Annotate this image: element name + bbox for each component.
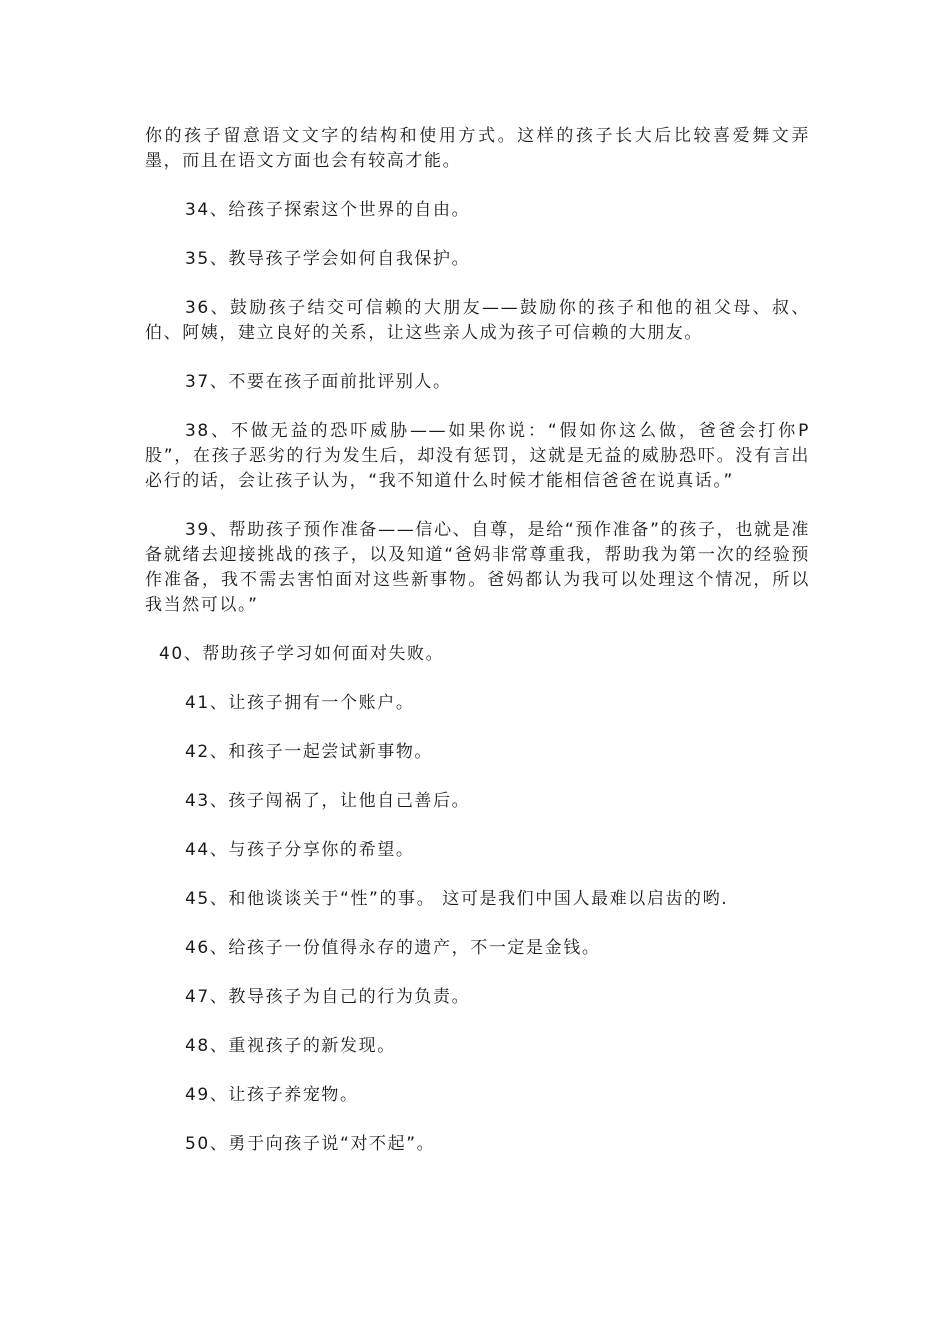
paragraph-item-36: 36、鼓励孩子结交可信赖的大朋友——鼓励你的孩子和他的祖父母、叔、伯、阿姨，建立良好的关系，让这些亲人成为孩子可信赖的大朋友。	[145, 298, 810, 343]
paragraph-item-48: 48、重视孩子的新发现。	[185, 1036, 396, 1056]
paragraph-item-43: 43、孩子闯祸了，让他自己善后。	[185, 791, 471, 811]
paragraph-item-38: 38、不做无益的恐吓威胁——如果你说：“假如你这么做，爸爸会打你P股”，在孩子恶劣的行为发生后，却没有惩罚，这就是无益的威胁恐吓。没有言出必行的话，会让孩子认为，“我不知道什么时候才能相信爸爸在说真话。”	[145, 421, 810, 491]
paragraph-item-40: 40、帮助孩子学习如何面对失败。	[159, 644, 445, 664]
paragraph-item-35: 35、教导孩子学会如何自我保护。	[185, 249, 471, 269]
document-body	[145, 124, 810, 1181]
paragraph-continuation: 你的孩子留意语文文字的结构和使用方式。这样的孩子长大后比较喜爱舞文弄墨，而且在语文方面也会有较高才能。	[145, 126, 810, 171]
paragraph-item-49: 49、让孩子养宠物。	[185, 1085, 359, 1105]
paragraph-item-39: 39、帮助孩子预作准备——信心、自尊，是给“预作准备”的孩子，也就是准备就绪去迎接挑战的孩子，以及知道“爸妈非常尊重我，帮助我为第一次的经验预作准备，我不需去害怕面对这些新事物。爸妈都认为我可以处理这个情况，所以我当然可以。”	[145, 520, 810, 615]
paragraph-item-50: 50、勇于向孩子说“对不起”。	[185, 1134, 436, 1154]
paragraph-item-47: 47、教导孩子为自己的行为负责。	[185, 987, 471, 1007]
paragraph-item-45: 45、和他谈谈关于“性”的事。 这可是我们中国人最难以启齿的哟.	[185, 889, 729, 909]
paragraph-item-37: 37、不要在孩子面前批评别人。	[185, 372, 452, 392]
paragraph-item-44: 44、与孩子分享你的希望。	[185, 840, 415, 860]
paragraph-item-42: 42、和孩子一起尝试新事物。	[185, 742, 434, 762]
paragraph-item-46: 46、给孩子一份值得永存的遗产，不一定是金钱。	[185, 938, 601, 958]
paragraph-item-41: 41、让孩子拥有一个账户。	[185, 693, 415, 713]
paragraph-item-34: 34、给孩子探索这个世界的自由。	[185, 200, 471, 220]
